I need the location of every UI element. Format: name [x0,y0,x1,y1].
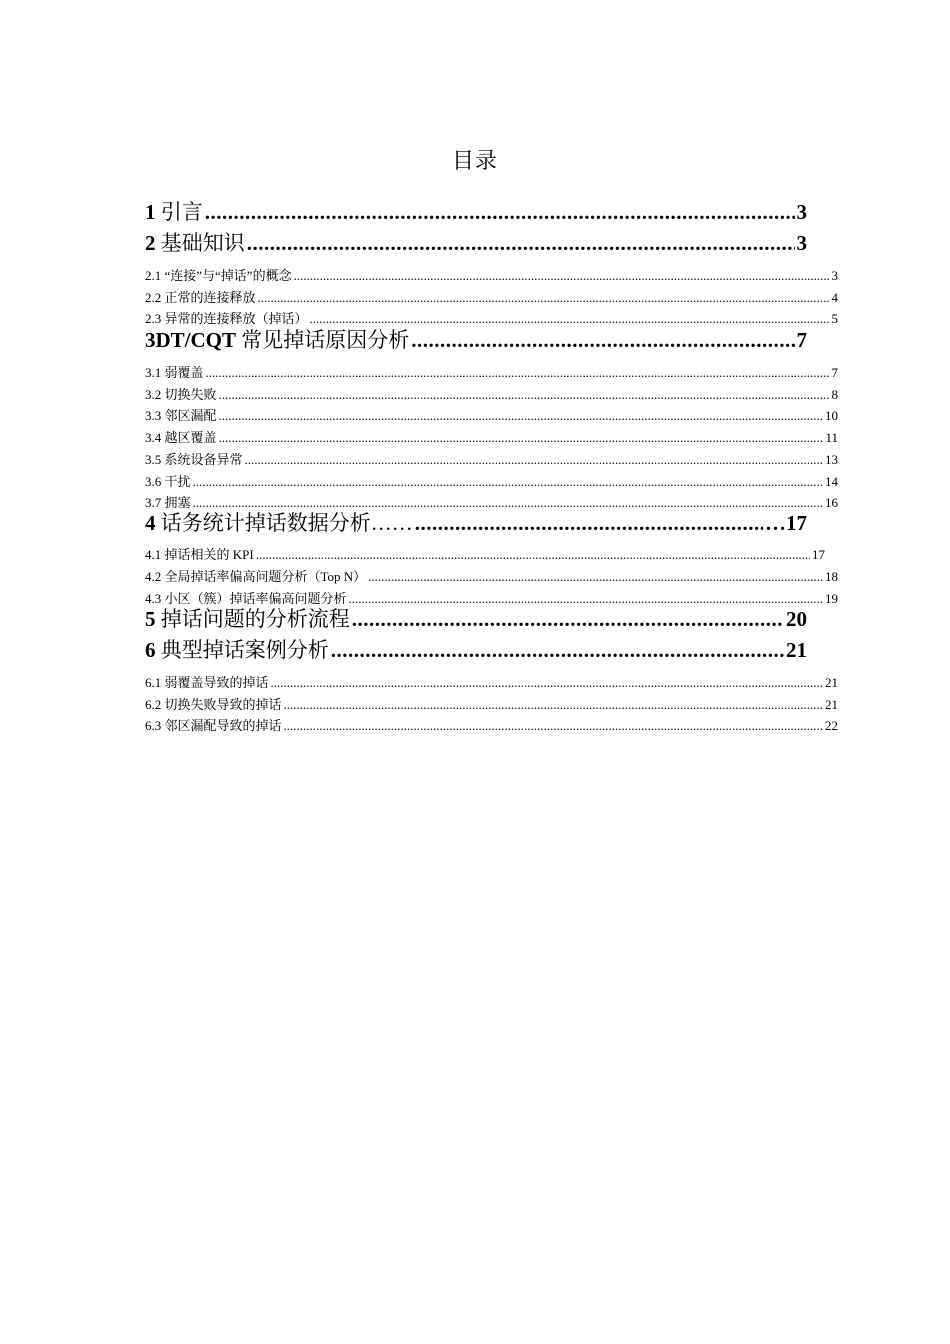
toc-entry-level2[interactable] [145,715,838,737]
toc-entry-level2[interactable] [145,384,838,406]
toc-entry-number: 6.3 [145,718,162,733]
toc-page-number: 17 [812,547,825,562]
toc-entry-number: 2 [145,231,156,255]
toc-dot-leader [219,384,830,406]
toc-entry-label: 弱覆盖 [164,365,204,380]
toc-page-number: 4 [831,290,838,305]
toc-page-number: 18 [825,569,838,584]
toc-dot-leader [245,449,823,471]
toc-page-number: 21 [786,638,807,662]
toc-entry-number: 6.1 [145,675,162,690]
toc-dot-leader [219,427,824,449]
toc-dot-leader [193,471,823,493]
toc-entry-number: 4.3 [145,591,162,606]
toc-entry-number: 3.7 [145,495,162,510]
toc-entry-label: 全局掉话率偏高问题分析（Top N） [164,569,367,584]
toc-entry-label: 切换失败 [164,387,217,402]
toc-entry-level2[interactable] [145,471,838,493]
toc-entry-level2[interactable] [145,427,838,449]
toc-dot-leader [294,265,830,287]
toc-entry-level2[interactable] [145,287,838,309]
toc-page-number: 10 [825,408,838,423]
toc-entry-number: 4 [145,511,156,535]
toc-dot-leader [415,508,763,538]
toc-entry-number: 2.2 [145,290,162,305]
toc-page-number: 20 [786,607,807,631]
toc-page-number: 19 [825,591,838,606]
toc-entry-number: 5 [145,607,156,631]
toc-entry-label: 话务统计掉话数据分析…… [160,511,413,535]
toc-entry-number: 2.3 [145,311,162,326]
toc-entry-number: 3.3 [145,408,162,423]
toc-page-number: 21 [825,675,838,690]
toc-dot-leader [247,228,795,258]
toc-dot-leader [256,544,810,566]
toc-entry-level1[interactable] [145,604,807,634]
toc-dot-leader [205,197,795,227]
toc-entry-label: 基础知识 [160,231,245,255]
toc-entry-number: 3.5 [145,452,162,467]
toc-entry-level1[interactable] [145,635,807,665]
toc-entry-label: 典型掉话案例分析 [160,638,329,662]
toc-page-number: 7 [796,328,807,352]
toc-dot-leader [352,604,784,634]
toc-entry-number: 4.2 [145,569,162,584]
toc-page-number: 14 [825,474,838,489]
toc-entry-label: 拥塞 [164,495,191,510]
toc-entry-level1[interactable] [145,228,807,258]
toc-entry-label: 系统设备异常 [164,452,243,467]
toc-entry-level2[interactable] [145,449,838,471]
toc-entry-level1[interactable] [145,508,807,538]
toc-entry-level2[interactable] [145,544,825,566]
toc-dot-leader [331,635,784,665]
toc-page-number: 21 [825,697,838,712]
toc-entry-label: 异常的连接释放（掉话） [164,311,308,326]
toc-entry-label: 常见掉话原因分析 [241,328,410,352]
toc-page-number: 3 [796,200,807,224]
toc-page-number: 11 [825,430,838,445]
toc-entry-label: 干扰 [164,474,191,489]
toc-entry-level2[interactable] [145,362,838,384]
toc-page-number: 22 [825,718,838,733]
toc-title: 目录 [451,148,498,173]
toc-entry-level1[interactable] [145,197,807,227]
toc-entry-number: 4.1 [145,547,162,562]
toc-entry-label: 邻区漏配 [164,408,217,423]
toc-entry-label: 弱覆盖导致的掉话 [164,675,269,690]
toc-dot-leader [271,672,823,694]
toc-page-number: 16 [825,495,838,510]
toc-entry-label: 引言 [160,200,203,224]
toc-entry-number: 3.1 [145,365,162,380]
toc-entry-number: 6 [145,638,156,662]
toc-entry-level1[interactable] [145,325,807,355]
toc-entry-level2[interactable] [145,694,838,716]
toc-entry-label: 掉话问题的分析流程 [160,607,350,631]
toc-page-number: 8 [831,387,838,402]
toc-page-number: …17 [765,511,807,535]
toc-entry-level2[interactable] [145,566,838,588]
toc-entry-number: 3.4 [145,430,162,445]
toc-page-number: 13 [825,452,838,467]
toc-dot-leader [284,694,823,716]
toc-entry-label: “连接”与“掉话”的概念 [164,268,292,283]
toc-entry-label: 小区（簇）掉话率偏高问题分析 [164,591,347,606]
toc-entry-number: 2.1 [145,268,162,283]
toc-entry-number: 3.6 [145,474,162,489]
toc-dot-leader [258,287,830,309]
toc-dot-leader [411,325,794,355]
toc-entry-number: 1 [145,200,156,224]
toc-entry-label: 越区覆盖 [164,430,217,445]
toc-dot-leader [368,566,823,588]
toc-page-number: 3 [831,268,838,283]
toc-dot-leader [284,715,823,737]
toc-dot-leader [206,362,830,384]
toc-page-number: 7 [831,365,838,380]
toc-entry-label: 邻区漏配导致的掉话 [164,718,282,733]
toc-entry-number: 6.2 [145,697,162,712]
toc-entry-number: 3DT/CQT [145,328,237,352]
toc-entry-label: 正常的连接释放 [164,290,256,305]
toc-entry-label: 切换失败导致的掉话 [164,697,282,712]
toc-dot-leader [219,405,823,427]
toc-entry-level2[interactable] [145,265,838,287]
toc-entry-level2[interactable] [145,672,838,694]
toc-entry-number: 3.2 [145,387,162,402]
toc-page-number: 3 [796,231,807,255]
toc-page-number: 5 [831,311,838,326]
toc-entry-label: 掉话相关的 KPI [164,547,254,562]
toc-entry-level2[interactable] [145,405,838,427]
